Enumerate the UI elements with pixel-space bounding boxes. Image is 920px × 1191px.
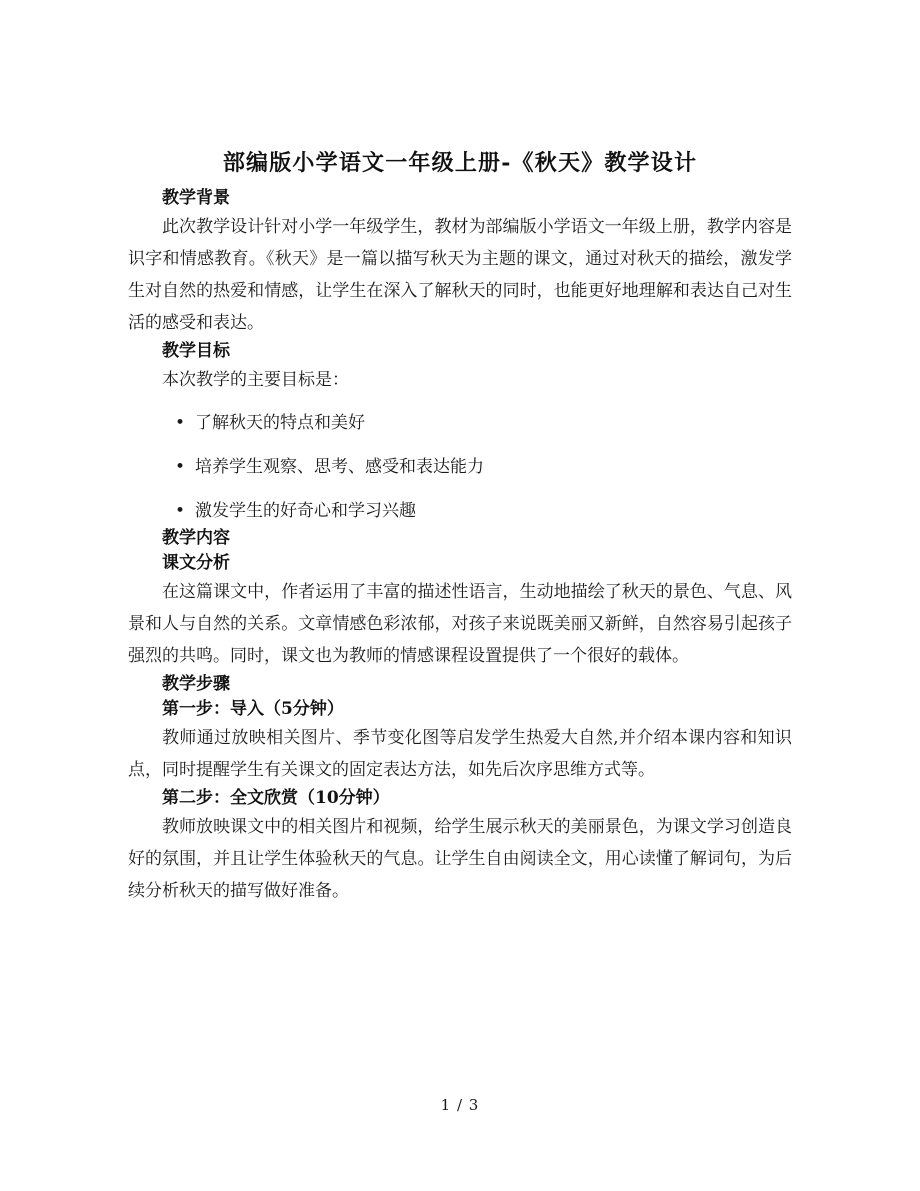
- list-item-label: 培养学生观察、思考、感受和表达能力: [195, 457, 484, 477]
- paragraph-step-two: 教师放映课文中的相关图片和视频，给学生展示秋天的美丽景色，为课文学习创造良好的氛围，并且让学生体验秋天的气息。让学生自由阅读全文，用心读懂了解词句，为后续分析秋天的描写做好准备。: [128, 817, 792, 901]
- heading-text-analysis: 课文分析: [162, 553, 230, 573]
- bullet-icon: •: [175, 501, 186, 521]
- heading-step-two: 第二步：全文欣赏（10分钟）: [162, 788, 390, 808]
- list-item-label: 激发学生的好奇心和学习兴趣: [195, 501, 416, 521]
- page-number-footer: 1 / 3: [440, 1096, 480, 1114]
- heading-teaching-background: 教学背景: [162, 188, 230, 208]
- heading-step-one: 第一步：导入（5分钟）: [162, 699, 344, 719]
- page-title: 部编版小学语文一年级上册-《秋天》教学设计: [222, 150, 698, 176]
- list-item: [128, 496, 792, 526]
- heading-teaching-steps: 教学步骤: [162, 674, 230, 694]
- paragraph-step-one: 教师通过放映相关图片、季节变化图等启发学生热爱大自然,并介绍本课内容和知识点，同时提醒学生有关课文的固定表达方法，如先后次序思维方式等。: [128, 728, 792, 780]
- paragraph-text-analysis: 在这篇课文中，作者运用了丰富的描述性语言，生动地描绘了秋天的景色、气息、风景和人与自然的关系。文章情感色彩浓郁，对孩子来说既美丽又新鲜，自然容易引起孩子强烈的共鸣。同时，课文也为教师的情感课程设置提供了一个很好的载体。: [128, 582, 792, 666]
- bullet-icon: •: [175, 413, 186, 433]
- list-item: [128, 408, 792, 438]
- objectives-list: [128, 408, 792, 526]
- paragraph-objectives-lead: 本次教学的主要目标是：: [162, 370, 349, 390]
- bullet-icon: •: [175, 457, 186, 477]
- heading-teaching-objectives: 教学目标: [162, 341, 230, 361]
- list-item-label: 了解秋天的特点和美好: [195, 413, 365, 433]
- document-flow: [128, 186, 792, 907]
- paragraph-teaching-background: 此次教学设计针对小学一年级学生，教材为部编版小学语文一年级上册，教学内容是识字和情感教育。《秋天》是一篇以描写秋天为主题的课文，通过对秋天的描绘，激发学生对自然的热爱和情感，让学生在深入了解秋天的同时，也能更好地理解和表达自己对生活的感受和表达。: [128, 217, 792, 333]
- list-item: [128, 452, 792, 482]
- heading-teaching-content: 教学内容: [162, 528, 230, 548]
